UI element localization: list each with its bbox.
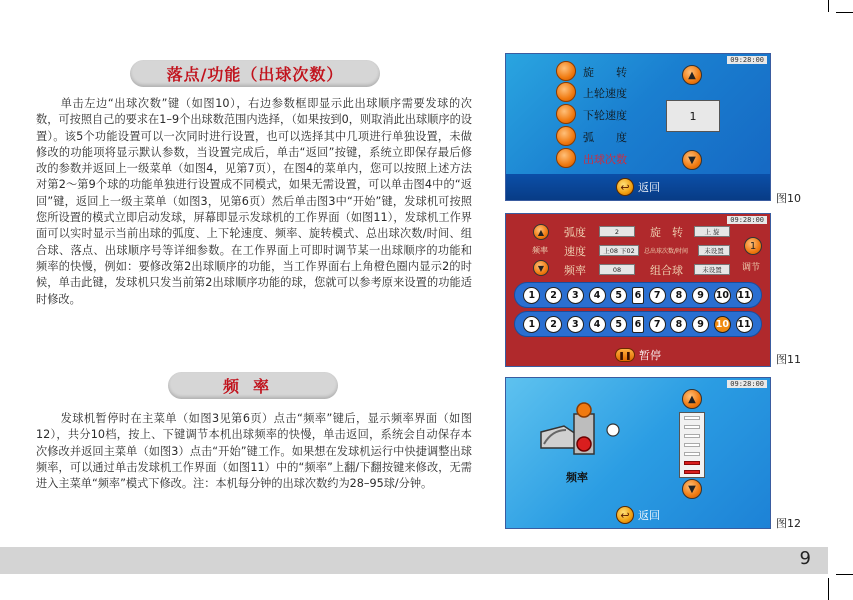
total-label: 总出球次数/时间 <box>644 248 689 255</box>
level-segment <box>684 443 700 447</box>
value-down-button[interactable]: ▼ <box>682 150 702 170</box>
spin-value: 上 旋 <box>694 226 730 237</box>
level-segment <box>684 452 700 456</box>
ball-button[interactable]: 3 <box>567 287 584 304</box>
back-bar[interactable] <box>506 174 770 200</box>
section-heading-function: 落点/功能（出球次数） <box>130 60 380 87</box>
back-label: 返回 <box>638 509 660 522</box>
return-arrow-icon: ↩ <box>616 178 634 196</box>
ball-button[interactable]: 4 <box>589 287 606 304</box>
menu-item-arc-label: 弧 度 <box>583 131 627 144</box>
figure-10-screen <box>505 53 771 201</box>
combo-value: 未设置 <box>694 264 730 275</box>
ball-button[interactable]: 4 <box>589 316 606 333</box>
menu-item-lower-speed-button[interactable] <box>556 104 576 124</box>
figure-12-screen <box>505 377 771 529</box>
crop-mark-right <box>836 12 853 13</box>
menu-item-ball-count-button[interactable] <box>556 148 576 168</box>
arc-label: 弧度 <box>564 226 586 239</box>
frequency-up-button[interactable]: ▲ <box>682 389 702 409</box>
footer-band <box>0 547 828 574</box>
speed-value: 上08 下02 <box>599 245 639 256</box>
ball-button[interactable]: 1 <box>523 287 540 304</box>
ball-order-row-2 <box>514 311 762 337</box>
ball-button[interactable]: 5 <box>610 316 627 333</box>
ball-button[interactable]: 2 <box>545 316 562 333</box>
ball-button[interactable]: 7 <box>649 316 666 333</box>
menu-item-spin-label: 旋 转 <box>583 66 627 79</box>
page-number: 9 <box>799 548 811 569</box>
ball-button[interactable]: 8 <box>670 316 687 333</box>
level-segment <box>684 425 700 429</box>
ball-button[interactable]: 9 <box>692 316 709 333</box>
clock: 09:28:00 <box>727 216 767 224</box>
level-segment <box>684 470 700 474</box>
ball-button[interactable]: 2 <box>545 287 562 304</box>
frequency-value: 08 <box>599 264 635 275</box>
ball-button[interactable]: 8 <box>670 287 687 304</box>
pause-label: 暂停 <box>639 349 661 362</box>
menu-item-spin-button[interactable] <box>556 61 576 81</box>
ball-button[interactable]: 6 <box>632 316 644 333</box>
crop-mark-top <box>828 0 829 12</box>
frequency-level-bar <box>679 412 705 478</box>
clock: 09:28:00 <box>727 380 767 388</box>
back-label: 返回 <box>638 181 660 194</box>
frequency-down-button[interactable]: ▼ <box>682 479 702 499</box>
menu-item-upper-speed-button[interactable] <box>556 82 576 102</box>
ball-button[interactable]: 11 <box>736 287 753 304</box>
clock: 09:28:00 <box>727 56 767 64</box>
ball-button[interactable]: 1 <box>523 316 540 333</box>
section-paragraph-frequency: 发球机暂停时在主菜单（如图3见第6页）点击“频率”键后，显示频率界面（如图12），共分10档，按上、下键调节本机出球频率的快慢，单击返回，系统会自动保存本次修改并返回主菜单（如图3）点击“开始”键工作。如果想在发球机运行中快捷调整出球频率，可以通过单击发球机工作界面（如图11）中的“频率”上翻/下翻按键来修改，无需进入主菜单“频率”模式下修改。注：本机每分钟的出球次数约为28–95球/分钟。 <box>36 412 472 491</box>
arc-value: 2 <box>599 226 635 237</box>
ball-button-selected[interactable]: 10 <box>714 316 731 333</box>
value-up-button[interactable]: ▲ <box>682 65 702 85</box>
menu-item-lower-speed-label: 下轮速度 <box>583 109 627 122</box>
level-segment <box>684 434 700 438</box>
frequency-side-label: 频率 <box>532 246 548 255</box>
frequency-up-button[interactable]: ▲ <box>533 224 549 240</box>
crop-mark-bottom-right <box>836 574 853 575</box>
pause-icon: ❚❚ <box>615 348 635 362</box>
figure-11-caption: 图11 <box>776 353 801 366</box>
frequency-down-button[interactable]: ▼ <box>533 260 549 276</box>
ball-button[interactable]: 9 <box>692 287 709 304</box>
order-number-button[interactable]: 1 <box>744 237 762 255</box>
ball-machine-icon <box>536 396 646 466</box>
level-segment <box>684 416 700 420</box>
frequency-title: 频率 <box>566 471 588 484</box>
back-bar[interactable] <box>506 502 770 528</box>
ball-button[interactable]: 3 <box>567 316 584 333</box>
figure-12-caption: 图12 <box>776 517 801 530</box>
ball-button[interactable]: 11 <box>736 316 753 333</box>
crop-mark-bottom <box>828 578 829 600</box>
return-arrow-icon: ↩ <box>616 506 634 524</box>
ball-button[interactable]: 5 <box>610 287 627 304</box>
pause-bar[interactable] <box>506 344 770 366</box>
spin-label: 旋 转 <box>650 226 683 239</box>
figure-10-caption: 图10 <box>776 192 801 205</box>
speed-label: 速度 <box>564 245 586 258</box>
menu-item-arc-button[interactable] <box>556 126 576 146</box>
menu-item-ball-count-label: 出球次数 <box>583 153 627 166</box>
ball-button[interactable]: 10 <box>714 287 731 304</box>
ball-order-row-1 <box>514 282 762 308</box>
frequency-label: 频率 <box>564 264 586 277</box>
section-heading-frequency: 频率 <box>168 372 338 399</box>
level-segment <box>684 461 700 465</box>
ball-button[interactable]: 7 <box>649 287 666 304</box>
combo-label: 组合球 <box>650 264 683 277</box>
adjust-label: 调节 <box>742 263 761 273</box>
section-paragraph-function: 单击左边“出球次数”键（如图10），右边参数框即显示此出球顺序需要发球的次数，可按照自己的要求在1–9个出球数范围内选择，（如果按到0，则取消此出球顺序的设置）。该5个功能设置可以一次同时进行设置，也可以选择其中几项进行单独设置，未做修改的功能项将显示默认参数，当设置完成后，单击“返回”按键，系统立即保存最后修改的参数并返回上一级菜单（如图4，见第7页），在图4的菜单内，您可以按照上述方法对第2～第9个球的功能单独进行设置成不同模式，如果无需设置，可以单击图4中的“返回”键，返回上一级主菜单（如图3，见第6页）然后单击图3中“开始”键，发球机可按照您所设置的模式立即启动发球，屏幕即显示发球机的工作界面（如图11），发球机工作界面可以实时显示当前出球的弧度、上下轮速度、频率、旋转模式、总出球次数/时间、组合球、落点、出球顺序号等详细参数。在工作界面上可即时调节某一出球顺序的功能和频率的快慢，例如：要修改第2出球顺序的功能，当工作界面右上角橙色圈内显示2的时候，单击此键，发球机只发当前第2出球顺序功能的球，您就可以参考原来设置的功能适时修改。 <box>36 97 472 306</box>
ball-button[interactable]: 6 <box>632 287 644 304</box>
figure-11-screen <box>505 213 771 367</box>
total-value: 未设置 <box>698 245 730 256</box>
menu-item-upper-speed-label: 上轮速度 <box>583 87 627 100</box>
value-box: 1 <box>666 100 720 132</box>
